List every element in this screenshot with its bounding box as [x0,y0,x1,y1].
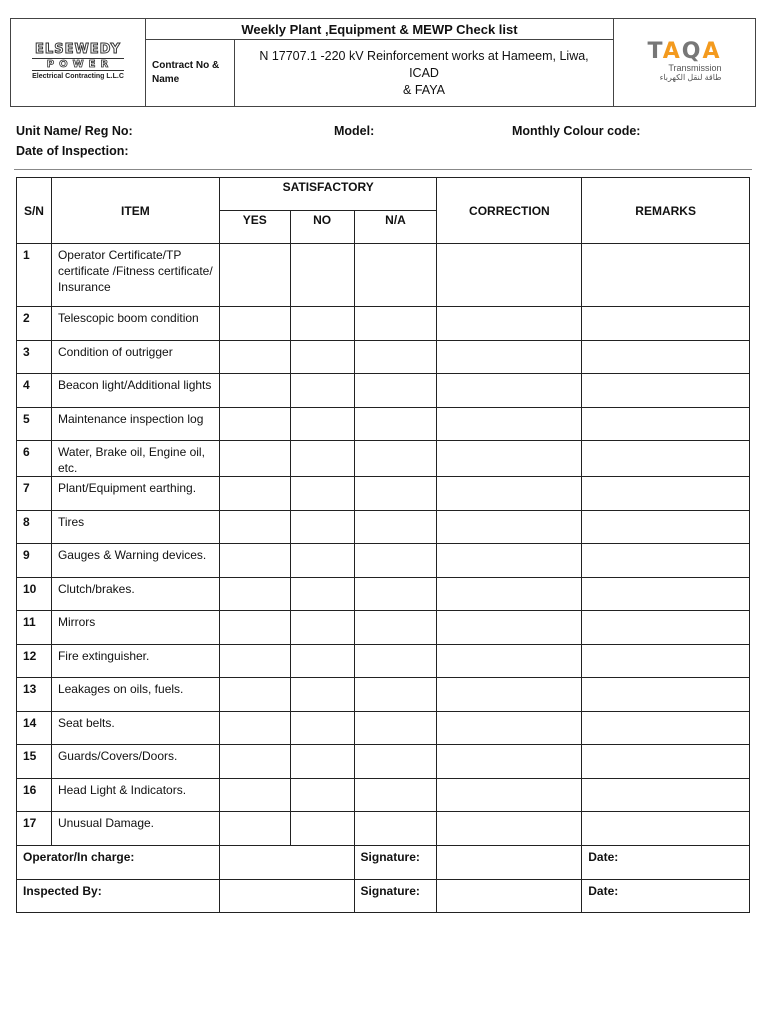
remarks-cell[interactable] [582,510,750,544]
remarks-cell[interactable] [582,244,750,307]
row-sn: 3 [17,340,52,374]
correction-cell[interactable] [437,678,582,712]
correction-cell[interactable] [437,812,582,846]
correction-cell[interactable] [437,711,582,745]
correction-cell[interactable] [437,577,582,611]
row-item: Condition of outrigger [51,340,219,374]
row-sn: 10 [17,577,52,611]
remarks-cell[interactable] [582,477,750,511]
na-cell[interactable] [354,711,437,745]
row-sn: 8 [17,510,52,544]
remarks-cell[interactable] [582,644,750,678]
table-row [17,577,750,611]
correction-cell[interactable] [437,441,582,477]
taqa-wordmark: TAQA [647,38,722,64]
row-item: Water, Brake oil, Engine oil, etc. [51,441,219,477]
remarks-cell[interactable] [582,778,750,812]
row-item: Mirrors [51,611,219,645]
remarks-cell[interactable] [582,577,750,611]
yes-cell[interactable] [219,477,290,511]
correction-cell[interactable] [437,544,582,578]
taqa-subtitle: Transmission [668,62,722,73]
colour-code-label: Monthly Colour code: [512,124,641,138]
row-sn: 7 [17,477,52,511]
yes-cell[interactable] [219,544,290,578]
table-row [17,678,750,712]
table-row [17,745,750,779]
header-sn: S/N [17,178,52,244]
correction-cell[interactable] [437,407,582,441]
yes-cell[interactable] [219,441,290,477]
no-cell[interactable] [290,477,354,511]
row-sn: 12 [17,644,52,678]
document-title: Weekly Plant ,Equipment & MEWP Check list [146,19,614,40]
row-item: Operator Certificate/TP certificate /Fitness certificate/ Insurance [51,244,219,307]
logo-text-contracting: Electrical Contracting L.L.C [32,72,124,80]
no-cell[interactable] [290,374,354,408]
row-sn: 6 [17,441,52,477]
row-sn: 5 [17,407,52,441]
logo-text-elsewedy: ELSEWEDY [35,41,121,57]
no-cell[interactable] [290,244,354,307]
correction-cell[interactable] [437,307,582,341]
inspected-by-label: Inspected By: [17,879,220,912]
row-sn: 4 [17,374,52,408]
row-sn: 13 [17,678,52,712]
yes-cell[interactable] [219,812,290,846]
inspected-date-label: Date: [582,879,750,912]
no-cell[interactable] [290,812,354,846]
operator-date-label: Date: [582,845,750,879]
correction-cell[interactable] [437,374,582,408]
na-cell[interactable] [354,678,437,712]
date-of-inspection-label: Date of Inspection: [16,144,129,158]
na-cell[interactable] [354,778,437,812]
yes-cell[interactable] [219,244,290,307]
row-item: Fire extinguisher. [51,644,219,678]
inspected-by-name-field[interactable] [219,879,354,912]
correction-cell[interactable] [437,340,582,374]
na-cell[interactable] [354,407,437,441]
table-row [17,307,750,341]
taqa-logo [614,19,756,107]
na-cell[interactable] [354,812,437,846]
na-cell[interactable] [354,477,437,511]
no-cell[interactable] [290,407,354,441]
table-row [17,812,750,846]
na-cell[interactable] [354,644,437,678]
footer-row-inspected [17,879,750,912]
header-item: ITEM [51,178,219,244]
contract-value: N 17707.1 -220 kV Reinforcement works at Hameem, Liwa, ICAD & FAYA [235,40,614,107]
na-cell[interactable] [354,244,437,307]
table-row [17,407,750,441]
remarks-cell[interactable] [582,678,750,712]
row-item: Gauges & Warning devices. [51,544,219,578]
row-item: Plant/Equipment earthing. [51,477,219,511]
table-row [17,711,750,745]
na-cell[interactable] [354,510,437,544]
header-satisfactory: SATISFACTORY [219,178,437,211]
correction-cell[interactable] [437,745,582,779]
no-cell[interactable] [290,577,354,611]
remarks-cell[interactable] [582,812,750,846]
unit-name-label: Unit Name/ Reg No: [16,124,133,138]
na-cell[interactable] [354,441,437,477]
yes-cell[interactable] [219,510,290,544]
taqa-arabic-subtitle: طاقة لنقل الكهرباء [659,72,722,82]
no-cell[interactable] [290,307,354,341]
no-cell[interactable] [290,340,354,374]
header-no: NO [290,211,354,244]
header-yes: YES [219,211,290,244]
remarks-cell[interactable] [582,407,750,441]
header-correction: CORRECTION [437,178,582,244]
yes-cell[interactable] [219,340,290,374]
row-item: Guards/Covers/Doors. [51,745,219,779]
correction-cell[interactable] [437,244,582,307]
correction-cell[interactable] [437,477,582,511]
contract-label: Contract No & Name [146,40,235,107]
checklist-table [16,177,750,913]
table-row [17,340,750,374]
elsewedy-logo [11,19,146,107]
remarks-cell[interactable] [582,711,750,745]
row-item: Unusual Damage. [51,812,219,846]
yes-cell[interactable] [219,711,290,745]
no-cell[interactable] [290,510,354,544]
remarks-cell[interactable] [582,374,750,408]
row-sn: 9 [17,544,52,578]
header-na: N/A [354,211,437,244]
no-cell[interactable] [290,544,354,578]
correction-cell[interactable] [437,778,582,812]
correction-cell[interactable] [437,510,582,544]
na-cell[interactable] [354,577,437,611]
inspected-signature-label: Signature: [354,879,437,912]
no-cell[interactable] [290,678,354,712]
operator-signature-label: Signature: [354,845,437,879]
remarks-cell[interactable] [582,745,750,779]
row-item: Head Light & Indicators. [51,778,219,812]
operator-signature-field[interactable] [437,845,582,879]
na-cell[interactable] [354,307,437,341]
remarks-cell[interactable] [582,340,750,374]
model-label: Model: [334,124,375,138]
yes-cell[interactable] [219,407,290,441]
operator-name-field[interactable] [219,845,354,879]
yes-cell[interactable] [219,611,290,645]
no-cell[interactable] [290,778,354,812]
remarks-cell[interactable] [582,307,750,341]
table-row [17,544,750,578]
yes-cell[interactable] [219,577,290,611]
row-item: Maintenance inspection log [51,407,219,441]
row-sn: 14 [17,711,52,745]
remarks-cell[interactable] [582,611,750,645]
no-cell[interactable] [290,441,354,477]
table-row [17,244,750,307]
na-cell[interactable] [354,745,437,779]
row-item: Telescopic boom condition [51,307,219,341]
row-item: Beacon light/Additional lights [51,374,219,408]
yes-cell[interactable] [219,644,290,678]
row-item: Tires [51,510,219,544]
divider [14,169,752,170]
inspected-signature-field[interactable] [437,879,582,912]
no-cell[interactable] [290,611,354,645]
table-row [17,644,750,678]
remarks-cell[interactable] [582,544,750,578]
no-cell[interactable] [290,745,354,779]
correction-cell[interactable] [437,611,582,645]
row-sn: 17 [17,812,52,846]
row-sn: 15 [17,745,52,779]
na-cell[interactable] [354,340,437,374]
row-sn: 2 [17,307,52,341]
row-sn: 11 [17,611,52,645]
footer-row-operator [17,845,750,879]
table-row [17,510,750,544]
row-item: Seat belts. [51,711,219,745]
na-cell[interactable] [354,374,437,408]
logo-text-power: POWER [32,58,124,71]
na-cell[interactable] [354,544,437,578]
table-row [17,374,750,408]
row-sn: 1 [17,244,52,307]
no-cell[interactable] [290,711,354,745]
yes-cell[interactable] [219,678,290,712]
operator-label: Operator/In charge: [17,845,220,879]
row-item: Clutch/brakes. [51,577,219,611]
yes-cell[interactable] [219,374,290,408]
table-row [17,611,750,645]
remarks-cell[interactable] [582,441,750,477]
document-header [10,18,756,107]
table-row [17,778,750,812]
na-cell[interactable] [354,611,437,645]
row-sn: 16 [17,778,52,812]
header-remarks: REMARKS [582,178,750,244]
yes-cell[interactable] [219,778,290,812]
yes-cell[interactable] [219,307,290,341]
yes-cell[interactable] [219,745,290,779]
table-row [17,477,750,511]
correction-cell[interactable] [437,644,582,678]
row-item: Leakages on oils, fuels. [51,678,219,712]
no-cell[interactable] [290,644,354,678]
table-row [17,441,750,477]
